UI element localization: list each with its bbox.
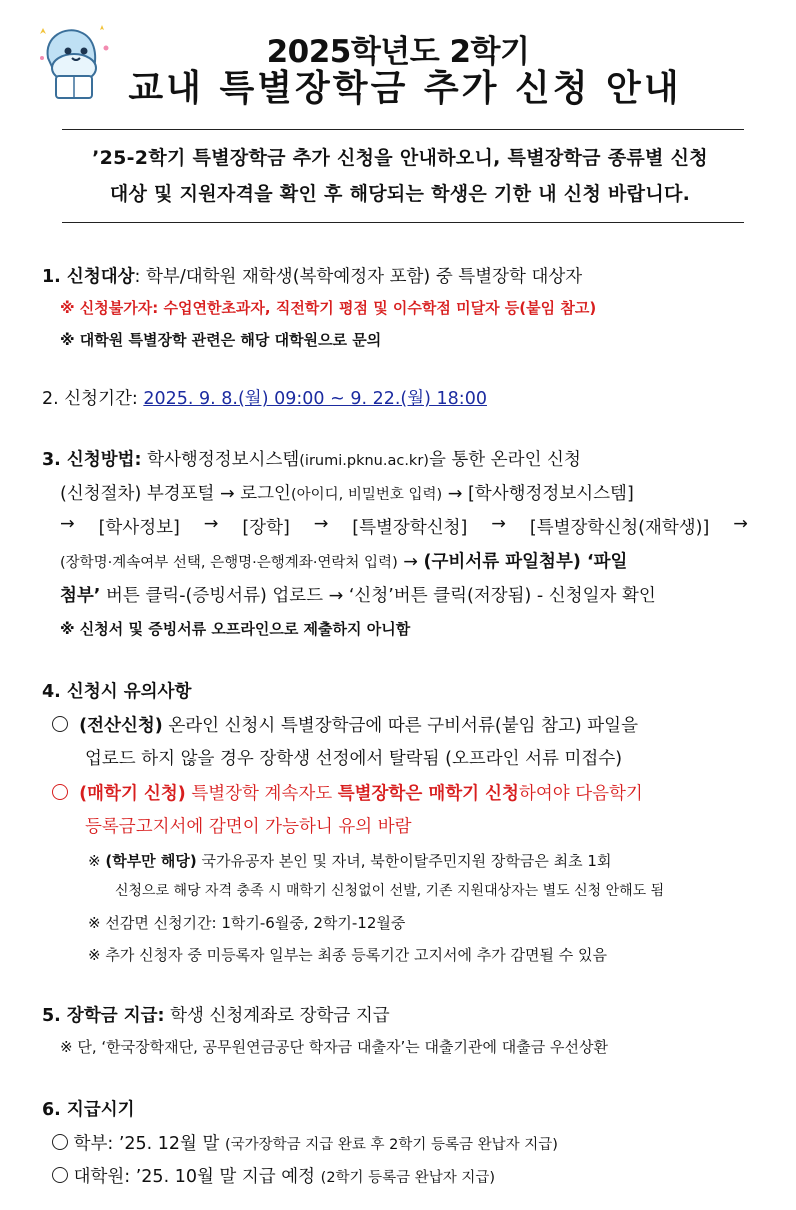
item2-bold2: 특별장학은 매학기 신청 bbox=[337, 784, 519, 804]
item1-text: 온라인 신청시 특별장학금에 따른 구비서류(붙임 참고) 파일을 bbox=[162, 716, 638, 736]
section2-line bbox=[42, 385, 756, 410]
section6-item1-text: 학부: ’25. 12월 말 bbox=[68, 1134, 225, 1154]
section1-note-ineligible: ※ 신청불가자: 수업연한초과자, 직전학기 평점 및 이수학점 미달자 등(붙임 참고) bbox=[60, 299, 597, 317]
section3-url: (irumi.pknu.ac.kr) bbox=[299, 453, 429, 469]
proc-line1-end: → [학사행정정보시스템] bbox=[442, 484, 634, 504]
section3-heading: 3. 신청방법: bbox=[42, 450, 142, 470]
intro-line1: ’25-2학기 특별장학금 추가 신청을 안내하오니, 특별장학금 종류별 신청 bbox=[92, 147, 708, 169]
circle-bullet-icon bbox=[52, 1134, 68, 1150]
proc-line3-arrow: → bbox=[397, 552, 424, 572]
proc-step-arrow: → bbox=[60, 514, 75, 534]
section1-line bbox=[42, 263, 756, 288]
item2-bold: (매학기 신청) bbox=[79, 784, 186, 804]
proc-line1-small: (아이디, 비밀번호 입력) bbox=[290, 487, 443, 503]
section4-heading: 4. 신청시 유의사항 bbox=[42, 682, 192, 702]
section3-proc-line1 bbox=[60, 480, 774, 505]
section4-sub2: ※ 선감면 신청기간: 1학기-6월중, 2학기-12월중 bbox=[88, 914, 406, 932]
circle-bullet-icon bbox=[52, 1167, 68, 1183]
section5-text: 학생 신청계좌로 장학금 지급 bbox=[164, 1006, 390, 1026]
proc-step: [장학] bbox=[242, 518, 290, 538]
section2-colon: : bbox=[131, 389, 144, 409]
section6-item2-text: 대학원: ’25. 10월 말 지급 예정 bbox=[68, 1167, 321, 1187]
section1-note-graduate: ※ 대학원 특별장학 관련은 해당 대학원으로 문의 bbox=[60, 331, 382, 349]
section4-sub1 bbox=[88, 850, 796, 871]
proc-step: [특별장학신청(재학생)] bbox=[529, 518, 710, 538]
section3-line bbox=[42, 446, 756, 471]
proc-line4-text: 버튼 클릭-(증빙서류) 업로드 → ‘신청’버튼 클릭(저장됨) - 신청일자 확인 bbox=[100, 586, 656, 606]
proc-step: [특별장학신청] bbox=[352, 518, 468, 538]
page-title-line2: 교내 특별장학금 추가 신청 안내 bbox=[128, 68, 682, 109]
section5-note: ※ 단, ‘한국장학재단, 공무원연금공단 학자금 대출자’는 대출기관에 대출금 우선상환 bbox=[60, 1038, 608, 1056]
section2-heading: 2. 신청기간 bbox=[42, 389, 132, 409]
section6-item1 bbox=[52, 1130, 766, 1155]
sub1-mark: ※ bbox=[88, 852, 106, 870]
section3-proc-line2 bbox=[60, 514, 748, 539]
section4-sub3: ※ 추가 신청자 중 미등록자 일부는 최종 등록기간 고지서에 추가 감면될 수 있음 bbox=[88, 946, 607, 964]
section6-heading: 6. 지급시기 bbox=[42, 1100, 135, 1120]
section4-item1 bbox=[52, 712, 766, 737]
circle-bullet-icon bbox=[52, 716, 68, 732]
section2-period: 2025. 9. 8.(월) 09:00 ~ 9. 22.(월) 18:00 bbox=[143, 389, 487, 409]
section4-sub1-line2: 신청으로 해당 자격 충족 시 매학기 신청없이 선발, 기존 지원대상자는 별도 신청 안해도 됨 bbox=[115, 883, 665, 899]
section6-item2 bbox=[52, 1163, 766, 1188]
divider-top bbox=[62, 129, 744, 130]
sub1-bold: (학부만 해당) bbox=[105, 852, 197, 870]
proc-step-arrow: → bbox=[203, 514, 219, 534]
proc-line3-bold: (구비서류 파일첨부) ‘파일 bbox=[423, 552, 628, 572]
section3-note: ※ 신청서 및 증빙서류 오프라인으로 제출하지 아니함 bbox=[60, 620, 411, 638]
intro-paragraph bbox=[50, 140, 750, 212]
intro-line2: 대상 및 지원자격을 확인 후 해당되는 학생은 기한 내 신청 바랍니다. bbox=[109, 183, 691, 205]
section6-item2-small: (2학기 등록금 완납자 지급) bbox=[320, 1170, 496, 1186]
section3-proc-line4 bbox=[60, 582, 774, 607]
item2-text2: 하여야 다음학기 bbox=[518, 784, 643, 804]
divider-bottom bbox=[62, 222, 744, 223]
section4-item1-line2: 업로드 하지 않을 경우 장학생 선정에서 탈락됨 (오프라인 서류 미접수) bbox=[85, 749, 623, 769]
item1-bold: (전산신청) bbox=[79, 716, 163, 736]
proc-step-arrow: → bbox=[491, 514, 506, 534]
proc-step: [학사정보] bbox=[98, 518, 180, 538]
proc-line3-small: (장학명·계속여부 선택, 은행명·은행계좌·연락처 입력) bbox=[60, 555, 398, 571]
proc-line1-text: (신청절차) 부경포털 → 로그인 bbox=[60, 484, 291, 504]
section1-heading: 1. 신청대상 bbox=[42, 267, 135, 287]
circle-bullet-icon bbox=[52, 784, 68, 800]
proc-line4-bold: 첨부’ bbox=[60, 586, 101, 606]
proc-step-arrow: → bbox=[733, 514, 748, 534]
section5-heading: 5. 장학금 지급: bbox=[42, 1006, 165, 1026]
section4-item2 bbox=[52, 780, 766, 805]
section5-line bbox=[42, 1002, 756, 1027]
section6-item1-small: (국가장학금 지급 완료 후 2학기 등록금 완납자 지급) bbox=[225, 1137, 558, 1153]
item2-text: 특별장학 계속자도 bbox=[185, 784, 338, 804]
section4-item2-line2: 등록금고지서에 감면이 가능하니 유의 바람 bbox=[85, 817, 412, 837]
section3-text-a: 학사행정정보시스템 bbox=[141, 450, 300, 470]
page-title-line1: 2025학년도 2학기 bbox=[266, 34, 530, 70]
section1-text: : 학부/대학원 재학생(복학예정자 포함) 중 특별장학 대상자 bbox=[134, 267, 583, 287]
section3-proc-line3 bbox=[60, 548, 774, 573]
proc-step-arrow: → bbox=[313, 514, 329, 534]
sub1-text: 국가유공자 본인 및 자녀, 북한이탈주민지원 장학금은 최초 1회 bbox=[196, 852, 612, 870]
section3-text-b: 을 통한 온라인 신청 bbox=[428, 450, 581, 470]
